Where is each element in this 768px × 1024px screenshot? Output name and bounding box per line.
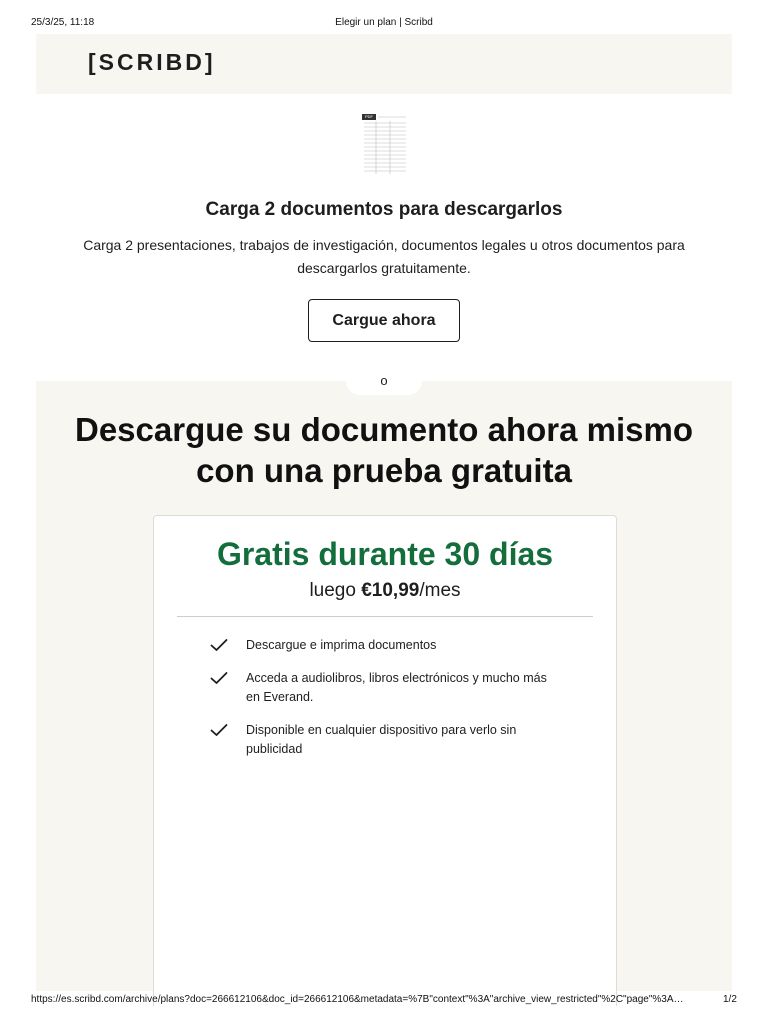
print-url: https://es.scribd.com/archive/plans?doc=266612106&doc_id=266612106&metadata=%7B"context"%3A"archive_view_restricted"%2C"page"%3A… [31,994,684,1005]
site-header [36,34,732,94]
check-icon [210,638,228,652]
plan-headline: Gratis durante 30 días [216,536,554,572]
feature-text: Descargue e imprima documentos [246,638,437,652]
price-amount: €10,99 [361,580,420,601]
free-trial-plan-card[interactable] [153,515,617,1006]
upload-description: Carga 2 presentaciones, trabajos de investigación, documentos legales u otros documentos para descargarlos gratuitamente. [83,237,685,276]
feature-item [210,636,560,655]
plan-divider [177,616,593,617]
plans-section [36,373,732,991]
document-thumbnail [362,114,408,176]
feature-text: Disponible en cualquier dispositivo para verlo sin publicidad [246,723,517,756]
print-header [0,17,768,31]
scribd-logo[interactable]: [SCRIBD] [88,49,216,75]
check-icon [210,671,228,685]
price-suffix: /mes [419,580,461,601]
pdf-badge: PDF [362,114,376,120]
feature-item [210,721,560,759]
plans-title: Descargue su documento ahora mismo con una prueba gratuita [75,411,693,489]
print-footer [0,994,768,1008]
upload-now-button[interactable]: Cargue ahora [308,299,460,342]
print-datetime: 25/3/25, 11:18 [31,17,95,28]
feature-item [210,669,560,707]
price-prefix: luego [309,580,362,601]
print-page-number: 1/2 [723,994,737,1005]
feature-text: Acceda a audiolibros, libros electrónicos y mucho más en Everand. [246,671,547,704]
print-page-title: Elegir un plan | Scribd [335,17,433,28]
check-icon [210,723,228,737]
plan-price [154,580,616,602]
upload-section [36,94,732,381]
or-divider: o [346,369,422,395]
upload-title: Carga 2 documentos para descargarlos [205,199,563,220]
feature-list [210,636,560,773]
document-preview-lines [362,114,408,176]
